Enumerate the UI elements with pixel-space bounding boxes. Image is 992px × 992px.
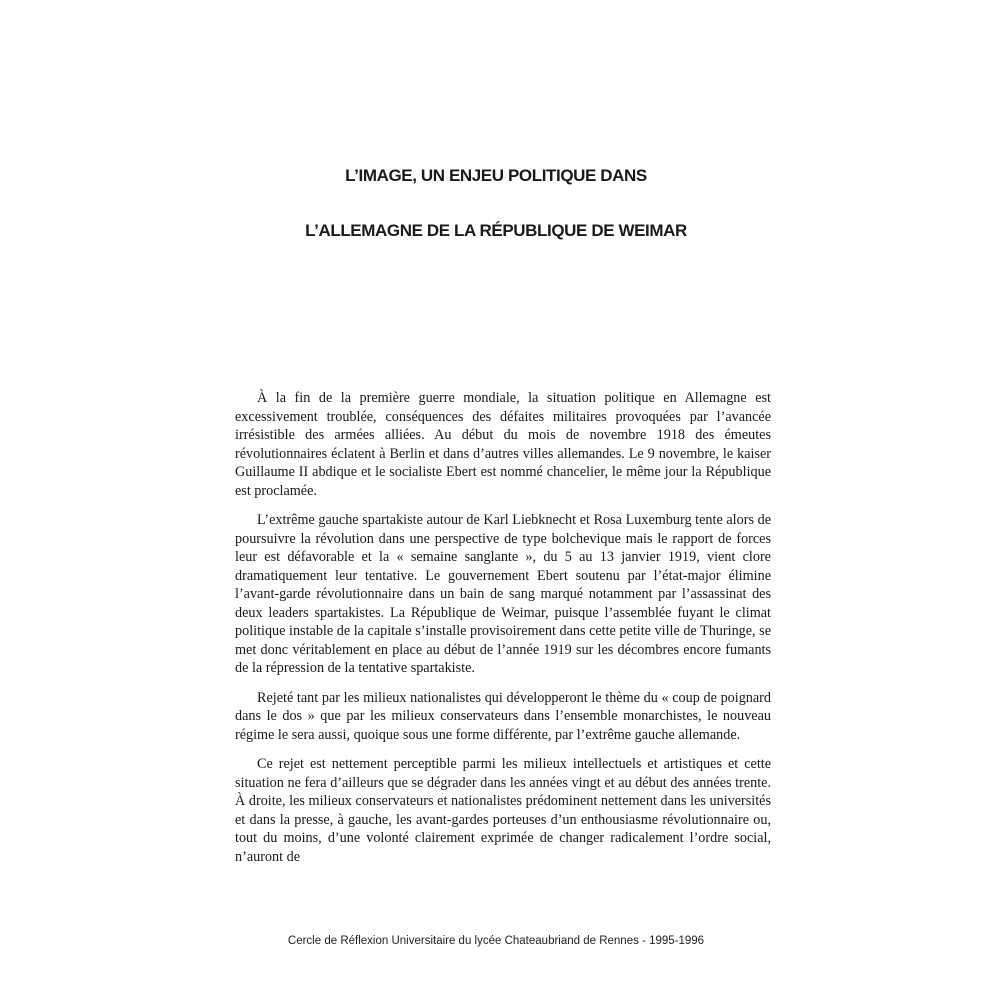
paragraph-1: À la fin de la première guerre mondiale, la situation politique en Allemagne est excessivement troublée, conséquences des défaites militaires provoquées par l’avancée irrésistible des armées alliées. Au début du mois de novembre 1918 des émeutes révolutionnaires éclatent à Berlin et dans d’autres villes allemandes. Le 9 novembre, le kaiser Guillaume II abdique et le socialiste Ebert est nommé chancelier, le même jour la République est proclamée. — [235, 390, 771, 499]
body-text — [235, 389, 771, 877]
page-title-line-1: L’IMAGE, UN ENJEU POLITIQUE DANS — [345, 166, 647, 185]
paragraph-4: Ce rejet est nettement perceptible parmi les milieux intellectuels et artistiques et cette situation ne fera d’ailleurs que se dégrader dans les années vingt et au début des années trente. À droite, les milieux conservateurs et nationalistes prédominent nettement dans les universités et dans la presse, à gauche, les avant-gardes porteuses d’un enthousiasme révolutionnaire ou, tout du moins, d’une volonté clairement exprimée de changer radicalement l’ordre social, n’auront de — [235, 756, 771, 865]
page-footer: Cercle de Réflexion Universitaire du lycée Chateaubriand de Rennes - 1995-1996 — [287, 935, 705, 947]
paragraph-3: Rejeté tant par les milieux nationalistes qui développeront le thème du « coup de poignard dans le dos » que par les milieux conservateurs dans l’ensemble monarchistes, le nouveau régime le sera aussi, quoique sous une forme différente, par l’extrême gauche allemande. — [235, 689, 771, 743]
paragraph-2: L’extrême gauche spartakiste autour de Karl Liebknecht et Rosa Luxemburg tente alors de poursuivre la révolution dans une perspective de type bolchevique mais le rapport de forces leur est défavorable et la « semaine sanglante », du 5 au 13 janvier 1919, vient clore dramatiquement leur tentative. Le gouvernement Ebert soutenu par l’état-major élimine l’avant-garde révolutionnaire dans un bain de sang marqué notamment par l’assassinat des deux leaders spartakistes. La République de Weimar, puisque l’assemblée fuyant le climat politique instable de la capitale s’installe provisoirement dans cette petite ville de Thuringe, se met donc véritablement en place au début de l’année 1919 sur les décombres encore fumants de la répression de la tentative spartakiste. — [235, 512, 771, 676]
page-title-line-2: L’ALLEMAGNE DE LA RÉPUBLIQUE DE WEIMAR — [305, 221, 687, 240]
